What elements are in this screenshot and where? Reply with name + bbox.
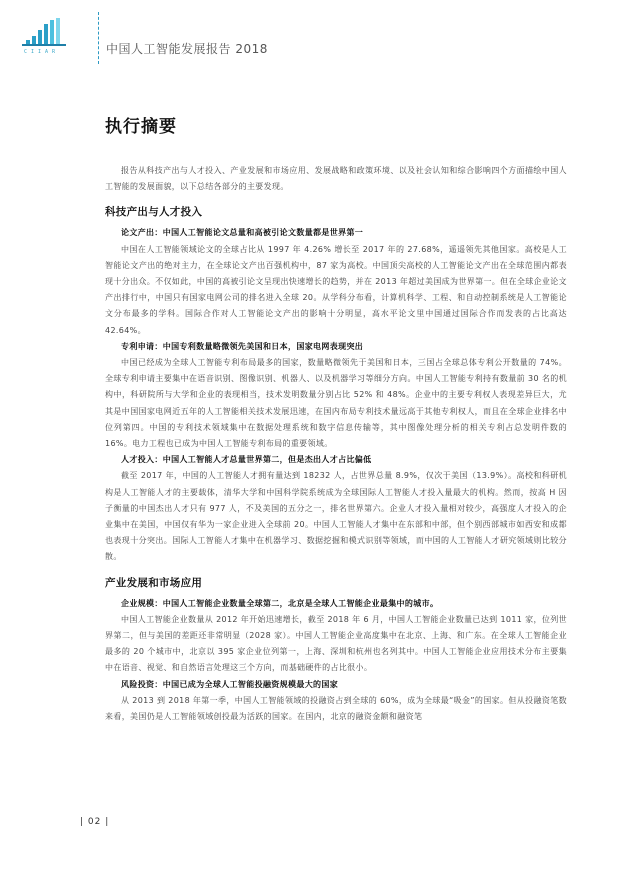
subsection-title-talent: 人才投入：中国人工智能人才总量世界第二，但是杰出人才占比偏低 [121, 455, 372, 465]
subsection-title-patents: 专利申请：中国专利数量略微领先美国和日本，国家电网表现突出 [121, 341, 364, 351]
document-body [105, 163, 567, 725]
subsection-title-venture: 风险投资：中国已成为全球人工智能投融资规模最大的国家 [121, 679, 339, 689]
header-divider [98, 12, 99, 64]
paragraph-enterprise: 中国人工智能企业数量从 2012 年开始迅速增长，截至 2018 年 6 月，中国人工智能企业数量已达到 1011 家，位列世界第二，但与美国的差距还非常明显（2028 家）。中国人工智能企业高度集中在北京、上海、和广东。在全球人工智能企业最多的 20 个城市中，北京以 395 家企业位列第一，上海、深圳和杭州也名列其中。中国人工智能企业应用技术分布主要集中在语音、视觉、和自然语言处理这三个方向，而基础硬件的占比很小。 [105, 614, 567, 673]
paragraph-papers: 中国在人工智能领域论文的全球占比从 1997 年 4.26% 增长至 2017 年的 27.68%，遥遥领先其他国家。高校是人工智能论文产出的绝对主力，在全球论文产出百强机构中，87 家为高校。中国顶尖高校的人工智能论文产出在全球范围内都表现十分出众。不仅如此，中国的高被引论文呈现出快速增长的趋势，并在 2013 年超过美国成为世界第一。但在全球企业论文产出排行中，中国只有国家电网公司的排名进入全球 20。从学科分布看，计算机科学、工程、和自动控制系统是人工智能论文分布最多的学科。国际合作对人工智能论文产出的影响十分明显，高水平论文里中国通过国际合作而发表的占比高达 42.64%。 [105, 244, 567, 335]
paragraph-patents: 中国已经成为全球人工智能专利布局最多的国家，数量略微领先于美国和日本，三国占全球总体专利公开数量的 74%。全球专利申请主要集中在语音识别、图像识别、机器人、以及机器学习等细分方向。中国人工智能专利持有数量前 30 名的机构中，科研院所与大学和企业的表现相当，技术发明数量分别占比 52% 和 48%。企业中的主要专利权人表现差异巨大，尤其是中国国家电网近五年的人工智能相关技术发展迅速，在国内布局专利技术量远高于其他专利权人，而且在全球企业排名中位列第四。中国的专利技术领域集中在数据处理系统和数字信息传输等，其中图像处理分析的相关专利占总发明件数的 16%。电力工程也已成为中国人工智能专利布局的重要领域。 [105, 358, 567, 449]
section-title-tech-talent: 科技产出与人才投入 [105, 206, 203, 219]
logo-caption: CIIAR [24, 49, 60, 55]
subsection-title-enterprise: 企业规模：中国人工智能企业数量全球第二，北京是全球人工智能企业最集中的城市。 [121, 598, 439, 608]
section-title-industry-market: 产业发展和市场应用 [105, 576, 203, 589]
page-heading: 执行摘要 [105, 117, 177, 137]
subsection-title-papers: 论文产出：中国人工智能论文总量和高被引论文数量都是世界第一 [121, 228, 364, 238]
paragraph-venture: 从 2013 到 2018 年第一季，中国人工智能领域的投融资占到全球的 60%，成为全球最“吸金”的国家。但从投融资笔数来看，美国仍是人工智能领域创投最为活跃的国家。在国内，北京的融资金额和融资笔 [105, 695, 567, 722]
intro-paragraph: 报告从科技产出与人才投入、产业发展和市场应用、发展战略和政策环境、以及社会认知和综合影响四个方面描绘中国人工智能的发展面貌，以下总结各部分的主要发现。 [105, 166, 567, 192]
report-title: 中国人工智能发展报告 2018 [106, 42, 268, 56]
logo-mark [22, 18, 66, 46]
paragraph-talent: 截至 2017 年，中国的人工智能人才拥有量达到 18232 人，占世界总量 8.9%，仅次于美国（13.9%）。高校和科研机构是人工智能人才的主要载体，清华大学和中国科学院系统成为全球国际人工智能人才投入量最大的机构。然而，按高 H 因子衡量的中国杰出人才只有 977 人，不及美国的五分之一，排名世界第六。企业人才投入量相对较少，高强度人才投入的企业集中在美国，中国仅有华为一家企业进入全球前 20。中国人工智能人才集中在东部和中部，但个别西部城市如西安和成都也表现十分突出。国际人工智能人才集中在机器学习、数据挖掘和模式识别等领域，而中国的人工智能人才研究领域则比较分散。 [105, 471, 567, 562]
page-number: | 02 | [80, 817, 110, 827]
